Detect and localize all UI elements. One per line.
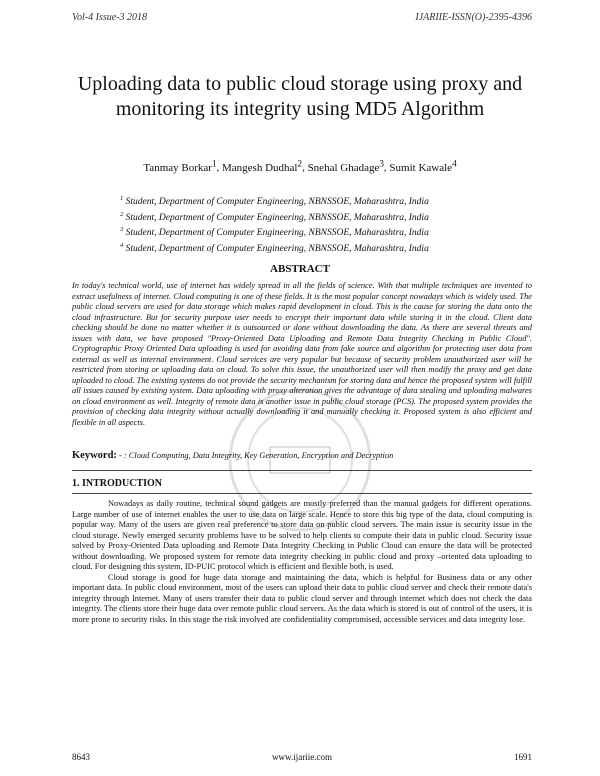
author-1: Tanmay Borkar$^1$ (143, 158, 217, 174)
running-header (72, 12, 532, 26)
author-2: Mangesh Dudhal$^2$ (222, 158, 303, 174)
intro-paragraph-2: Cloud storage is good for huge data storage and maintaining the data, which is helpful for Business data or any other important data. In public cloud environment, most of the users can upload their data to public cloud server and check their remote data's integrity through Internet. Many of users transfer their data to public cloud server and through internet which does not check the data integrity. The clients store their huge data over remote public cloud servers. As the data which is stored is out of control of the users, it is more prone to security risks. In this stage the risk involved are confidentiality compromised, accessible services and data integrity lose. (72, 572, 532, 624)
paper-title: Uploading data to public cloud storage using proxy and monitoring its integrity using MD5 Algorithm (77, 73, 523, 120)
affiliation-4: $^4$ Student, Department of Computer Engineering, NBNSSOE, Maharashtra, India (120, 241, 429, 255)
author-4: Sumit Kawale$^4$ (389, 158, 457, 174)
affiliation-1: $^1$ Student, Department of Computer Engineering, NBNSSOE, Maharashtra, India (120, 195, 429, 208)
section-divider (72, 470, 532, 471)
keywords (72, 450, 532, 461)
abstract-heading: ABSTRACT (270, 263, 330, 275)
footer-page-number: 1691 (514, 752, 532, 762)
affiliations (120, 193, 520, 256)
footer-website: www.ijariie.com (272, 752, 332, 762)
footer-paper-id: 8643 (72, 752, 90, 762)
keywords-text: - : Cloud Computing, Data Integrity, Key Generation, Encryption and Decryption (116, 451, 394, 460)
author-3: Snehal Ghadage$^3$ (307, 158, 384, 174)
introduction-heading: 1. INTRODUCTION (72, 478, 163, 489)
affiliation-3: $^3$ Student, Department of Computer Engineering, NBNSSOE, Maharashtra, India (120, 226, 429, 239)
header-issn: IJARIIE-ISSN(O)-2395-4396 (415, 12, 532, 23)
intro-paragraph-1: Nowadays as daily routine, technical sound gadgets are mostly preferred than the manual gadgets for different operations. Large number of use of internet enables the user to use data on large scale. Hence to store this big type of the data, cloud computing is popular way. Many of the users are given real preference to store data on public cloud servers. The main issue is security issue in the cloud storage. Newly emerged security problems have to be solved to help clients to compute their data in public cloud. Security issue solved by Proxy-Oriented Data uploading and Remote Data Integrity Checking in Public Cloud can ensure the data will be protected without downloading. We proposed system for remote data integrity checking in public cloud and proxy –oriented data uploading to cloud. For designing this system, ID-PUIC protocol which is efficient and flexible both, is used. (72, 499, 532, 571)
abstract-body: In today's technical world, use of internet has widely spread in all the fields of science. With that multiple techniques are invented to extract usefulness of internet. Cloud computing is one of these fields. It is the most popular concept nowadays which is widely used. The public cloud servers are used for data storage which makes rapid development in cloud. This is the cause for storing the data onto the cloud infrastructure. But for security purpose user needs to encrypt their important data while storing it in the cloud. Client data checking should be done no matter whether it is outsourced or done without downloading the data. As there are several threats and issues with data, we have proposed "Proxy-Oriented Data Uploading and Remote Data Integrity Checking in Public Cloud". Cryptographic Proxy Oriented Data uploading is used for avoiding data from fake source and algorithm for protecting user data from external as well as internal environment. Cloud services are very popular but because of security problem unauthorized user will be restricted from storing or uploading data on cloud. To solve this issue, the unauthorized user will then modify the proxy and get data uploaded to cloud. The existing systems do not provide the security mechanism for storing data and hence the proposed system will fulfill all issues caused by existing system. Data uploading with proxy alteration gives the advantage of data stealing and uploading malwares on cloud environment as well. Integrity of remote data is another issue in public cloud storage (PCS). The proposed system provides the provision of checking data integrity without actually downloading it and manually checking it. Proposed system is also efficient and flexible in all aspects. (72, 281, 532, 427)
section-divider (72, 493, 532, 494)
affiliation-2: $^2$ Student, Department of Computer Engineering, NBNSSOE, Maharashtra, India (120, 210, 429, 223)
keywords-label: Keyword: (72, 450, 117, 461)
author-list: Tanmay Borkar$^1$, Mangesh Dudhal$^2$, Snehal Ghadage$^3$, Sumit Kawale$^4$ (143, 158, 457, 174)
header-volume: Vol-4 Issue-3 2018 (72, 12, 147, 23)
introduction-body (72, 499, 532, 625)
